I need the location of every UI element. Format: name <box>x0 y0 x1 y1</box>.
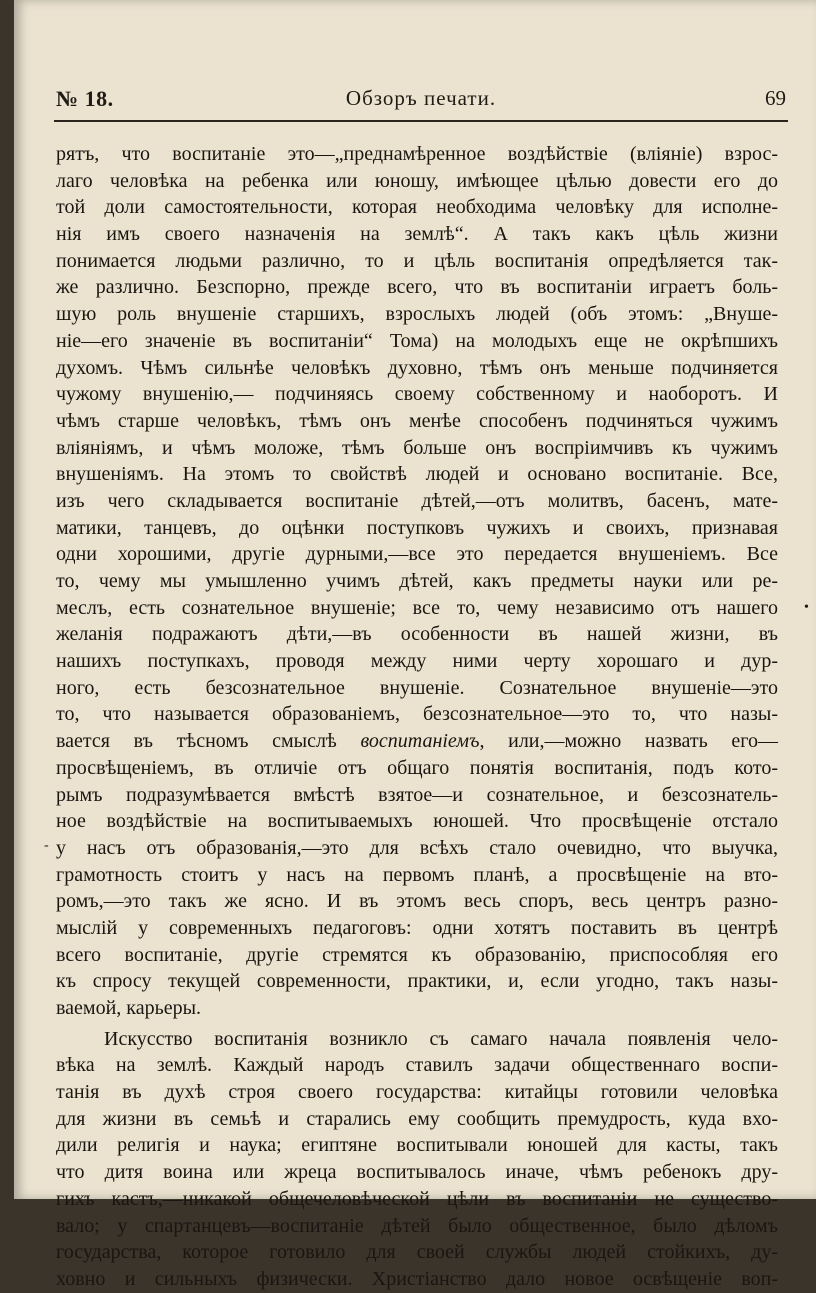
text-line: грамотность стоитъ у насъ на первомъ планѣ, а просвѣщеніе на вто- <box>56 863 778 886</box>
text-line: понимается людьми различно, то и цѣль воспитанія опредѣляется так- <box>56 249 778 272</box>
text-line: изъ чего складывается воспитаніе дѣтей,—отъ молитвъ, басенъ, мате- <box>56 489 778 512</box>
text-line: ваемой, карьеры. <box>56 997 202 1019</box>
text-line: мыслій у современныхъ педагоговъ: одни хотятъ поставить въ центрѣ <box>56 916 778 939</box>
running-header <box>56 86 786 116</box>
text-line: ховно и сильныхъ физически. Христіанство дало новое освѣщеніе воп- <box>56 1267 778 1290</box>
book-page <box>14 0 816 1290</box>
text-line: ного, есть безсознательное внушеніе. Сознательное внушеніе—это <box>56 676 778 699</box>
text-line-emphasis <box>56 728 778 755</box>
text-line: меслъ, есть сознательное внушеніе; все то, чему независимо отъ нашего <box>56 596 778 619</box>
italic-word: воспитаніемъ <box>360 730 480 753</box>
text-line: Искусство воспитанія возникло съ самаго начала появленія чело- <box>104 1027 778 1050</box>
text-line: что дитя воина или жреца воспитывалось иначе, чѣмъ ребенокъ дру- <box>56 1161 778 1184</box>
text-line: чужому внушенію,— подчиняясь своему собственному и наоборотъ. И <box>56 383 778 406</box>
text-line: для жизни въ семьѣ и старались ему сообщить премудрость, куда вхо- <box>56 1107 778 1130</box>
text-segment: , или,—можно назвать его— <box>479 730 779 753</box>
text-line: то, что называется образованіемъ, безсознательное—это то, что назы- <box>56 703 778 726</box>
text-line: же различно. Безспорно, прежде всего, что въ воспитаніи играетъ боль- <box>56 276 778 299</box>
text-line: ное воздѣйствіе на воспитываемыхъ юношей. Что просвѣщеніе отстало <box>56 810 778 833</box>
margin-mark: • <box>804 600 809 615</box>
header-rule <box>54 120 788 122</box>
text-line: рымъ подразумѣвается вмѣстѣ взятое—и сознательное, и безсознатель- <box>56 783 778 806</box>
text-line: вѣка на землѣ. Каждый народъ ставилъ задачи общественнаго воспи- <box>56 1054 778 1077</box>
text-line: дили религія и наука; египтяне воспитывали юношей для касты, такъ <box>56 1134 778 1157</box>
text-line: духомъ. Чѣмъ сильнѣе человѣкъ духовно, тѣмъ онъ меньше подчиняется <box>56 356 778 379</box>
text-line: ніе—его значеніе въ воспитаніи“ Тома) на молодыхъ еще не окрѣпшихъ <box>56 329 778 352</box>
text-line: лаго человѣка на ребенка или юношу, имѣющее цѣлью довести его до <box>56 169 778 192</box>
text-line: ромъ,—это такъ же ясно. И въ этомъ весь споръ, весь центръ разно- <box>56 890 778 913</box>
text-line: вліяніямъ, и чѣмъ моложе, тѣмъ больше онъ воспріимчивъ къ чужимъ <box>56 436 778 459</box>
text-line: всего воспитаніе, другіе стремятся къ образованію, приспособляя его <box>56 943 778 966</box>
text-line: государства, которое готовило для своей службы людей стойкихъ, ду- <box>56 1241 778 1264</box>
text-line: гихъ кастъ,—никакой общечеловѣческой цѣли въ воспитаніи не существо- <box>56 1187 778 1210</box>
paragraph-2 <box>56 1026 778 1293</box>
text-line: матики, танцевъ, до оцѣнки поступковъ чужихъ и своихъ, признавая <box>56 516 778 539</box>
text-line: той доли самостоятельности, которая необходима человѣку для исполне- <box>56 196 778 219</box>
text-line: желанія подражаютъ дѣти,—въ особенности въ нашей жизни, въ <box>56 623 778 646</box>
text-line: рятъ, что воспитаніе это—„преднамѣренное воздѣйствіе (вліяніе) взрос- <box>56 143 778 165</box>
text-line: просвѣщеніемъ, въ отличіе отъ общаго понятія воспитанія, подъ кото- <box>56 756 778 779</box>
section-title: Обзоръ печати. <box>345 86 497 110</box>
paragraph-1-tail <box>56 755 778 1022</box>
text-line: нія имъ своего назначенія на землѣ“. А такъ какъ цѣль жизни <box>56 223 778 246</box>
text-line: у насъ отъ образованія,—это для всѣхъ стало очевидно, что выучка, <box>56 836 778 859</box>
paragraph-1 <box>56 141 778 728</box>
issue-number: № 18. <box>56 86 114 111</box>
text-line: шую роль внушеніе старшихъ, взрослыхъ людей (объ этомъ: „Внуше- <box>56 303 778 326</box>
text-line: танія въ духѣ строя своего государства: китайцы готовили человѣка <box>56 1081 778 1104</box>
text-line: одни хорошими, другіе дурными,—все это передается внушеніемъ. Все <box>56 543 778 566</box>
text-line: то, чему мы умышленно учимъ дѣтей, какъ предметы науки или ре- <box>56 570 778 592</box>
text-line: къ спросу текущей современности, практики, и, если угодно, такъ назы- <box>56 970 778 993</box>
text-line: чѣмъ старше человѣкъ, тѣмъ онъ менѣе способенъ подчиняться чужимъ <box>56 409 778 432</box>
text-line: вало; у спартанцевъ—воспитаніе дѣтей было общественное, было дѣломъ <box>56 1214 778 1237</box>
page-number: 69 <box>765 86 786 110</box>
text-line: внушеніямъ. На этомъ то свойствѣ людей и основано воспитаніе. Все, <box>56 463 778 486</box>
margin-mark: - <box>44 838 49 853</box>
article-body <box>56 141 778 1293</box>
text-segment: вается въ тѣсномъ смыслѣ <box>56 730 361 753</box>
text-line: нашихъ поступкахъ, проводя между ними черту хорошаго и дур- <box>56 650 778 673</box>
